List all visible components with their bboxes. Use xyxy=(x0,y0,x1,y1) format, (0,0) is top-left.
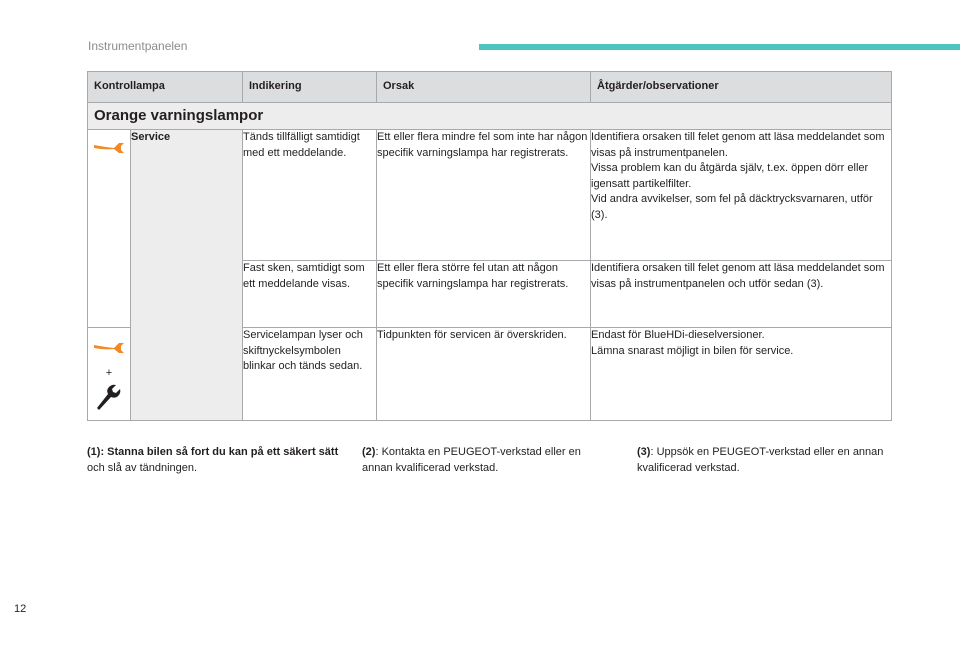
footnote-text: : Kontakta en PEUGEOT-verkstad eller en annan kvalificerad verkstad. xyxy=(362,446,581,474)
footnote-text: : Uppsök en PEUGEOT-verkstad eller en annan kvalificerad verkstad. xyxy=(637,446,884,474)
wrench-icon xyxy=(92,140,126,162)
lamp-icon-cell xyxy=(88,328,131,421)
footnote-text: och slå av tändningen. xyxy=(87,462,198,474)
section-title: Orange varningslampor xyxy=(88,103,892,130)
action-line: Lämna snarast möjligt in bilen för service. xyxy=(591,344,794,357)
action-line: Vid andra avvikelser, som fel på däcktrycksvarnaren, utför (3). xyxy=(591,193,873,221)
cause-cell: Ett eller flera mindre fel som inte har någon specifik varningslampa har registrerats. xyxy=(377,130,591,261)
column-header-indikering: Indikering xyxy=(243,72,377,103)
warning-lamps-table xyxy=(87,71,892,421)
section-header-accent-bar xyxy=(479,44,960,50)
footnote-ref: (2) xyxy=(362,446,376,458)
wrench-icon xyxy=(94,383,124,417)
column-header-orsak: Orsak xyxy=(377,72,591,103)
action-line: Identifiera orsaken till felet genom att läsa meddelandet som visas på instrumentpanelen. xyxy=(591,131,885,159)
cause-cell: Ett eller flera större fel utan att någon specifik varningslampa har registrerats. xyxy=(377,261,591,328)
action-cell xyxy=(591,328,892,421)
table-section-row xyxy=(88,103,892,130)
action-cell xyxy=(591,130,892,261)
column-header-kontrollampa: Kontrollampa xyxy=(88,72,243,103)
indication-cell: Tänds tillfälligt samtidigt med ett meddelande. xyxy=(243,130,377,261)
footnote-2 xyxy=(362,444,612,476)
action-cell xyxy=(591,261,892,328)
footnote-ref: (1) xyxy=(87,446,101,458)
footnote-1 xyxy=(87,444,352,476)
plus-sign: + xyxy=(105,366,113,379)
page-number: 12 xyxy=(14,603,27,615)
column-header-atgarder: Åtgärder/observationer xyxy=(591,72,892,103)
wrench-icon xyxy=(92,340,126,362)
lamp-name: Service xyxy=(131,130,243,421)
footnote-emphasis: : Stanna bilen så fort du kan på ett säkert sätt xyxy=(100,446,339,458)
section-header-title: Instrumentpanelen xyxy=(88,39,188,53)
action-line: Vissa problem kan du åtgärda själv, t.ex. öppen dörr eller igensatt partikelfilter. xyxy=(591,162,869,190)
cause-cell: Tidpunkten för servicen är överskriden. xyxy=(377,328,591,421)
lamp-icon-cell xyxy=(88,130,131,328)
footnote-ref: (3) xyxy=(637,446,651,458)
action-line: Endast för BlueHDi-dieselversioner. xyxy=(591,329,765,341)
table-row xyxy=(88,130,892,261)
indication-cell: Fast sken, samtidigt som ett meddelande visas. xyxy=(243,261,377,328)
indication-cell: Servicelampan lyser och skiftnyckelsymbolen blinkar och tänds sedan. xyxy=(243,328,377,421)
table-header-row xyxy=(88,72,892,103)
action-line: Identifiera orsaken till felet genom att läsa meddelandet som visas på instrumentpanelen och utför sedan (3). xyxy=(591,262,885,290)
footnote-3 xyxy=(637,444,887,476)
